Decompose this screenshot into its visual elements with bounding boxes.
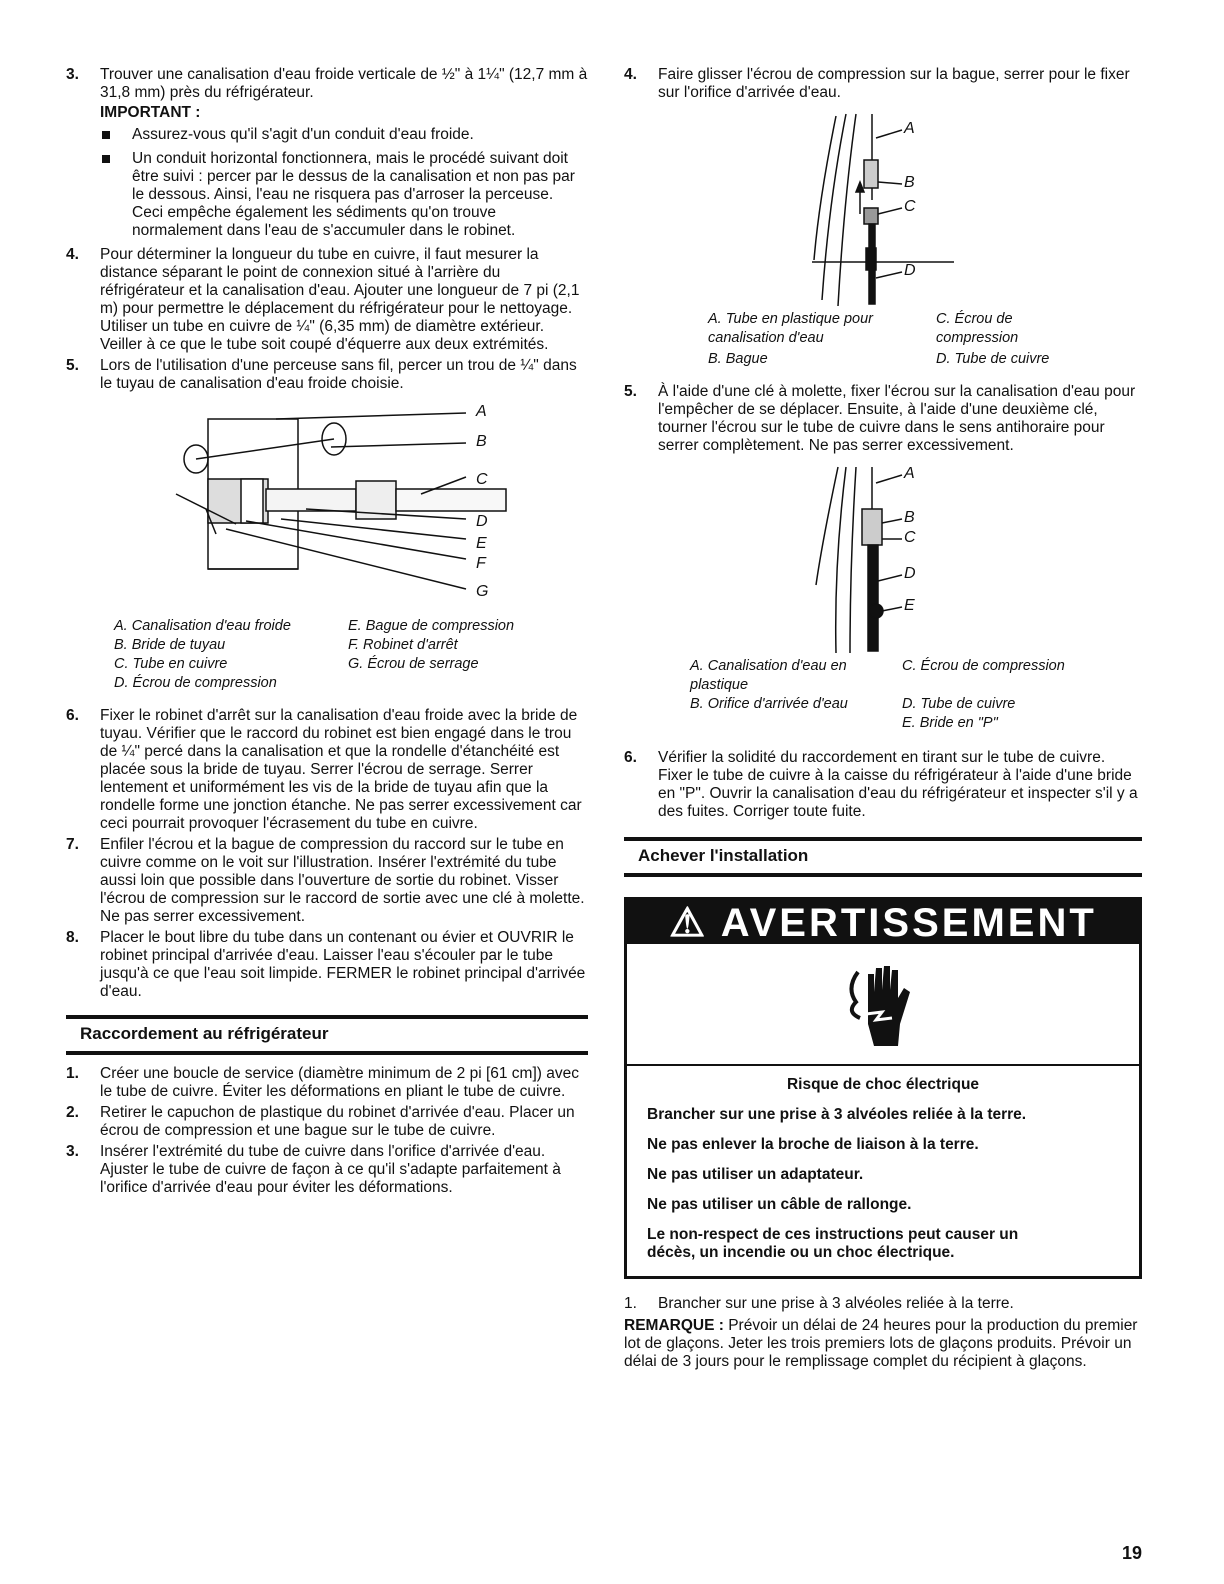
shutoff-valve-illustration [66, 399, 588, 611]
figure-letter: A [904, 465, 915, 482]
compression-nut-illustration [624, 110, 1142, 308]
legend-item: D. Tube de cuivre [902, 696, 1016, 712]
step-7: 7. Enfiler l'écrou et la bague de compression du raccord sur le tube en cuivre comme on le voit sur l'illustration. Insérer l'extrémité du tube aussi loin que possible dans l'ouverture de sortie du robinet. Visser l'écrou de compression sur le raccord de sortie avec une clé à molette. Ne pas serrer excessivement. [66, 836, 588, 926]
legend-item: F. Robinet d'arrêt [348, 637, 458, 653]
figure-letter: E [476, 535, 487, 552]
legend-item: C. Écrou de compression [936, 311, 1019, 346]
legend-item: E. Bride en "P" [902, 715, 998, 731]
figure-3-legend [624, 657, 1142, 733]
important-label: IMPORTANT : [100, 104, 201, 121]
shutoff-valve-figure [66, 399, 588, 611]
remark [624, 1317, 1142, 1371]
remark-text: Prévoir un délai de 24 heures pour la production du premier lot de glaçons. Jeter les trois premiers lots de glaçons produits. Prévoir un délai de 3 jours pour le remplissage complet du récipient à glaçons. [624, 1317, 1138, 1370]
compression-nut-figure [624, 110, 1142, 308]
figure-letter: C [904, 529, 916, 546]
right-step-4: 4. Faire glisser l'écrou de compression sur la bague, serrer pour le fixer sur l'orifice d'arrivée d'eau. [624, 66, 1142, 102]
connect-step-2-text: Retirer le capuchon de plastique du robinet d'arrivée d'eau. Placer un écrou de compression et une bague sur le tube de cuivre. [100, 1104, 575, 1139]
section-heading: Achever l'installation [624, 837, 1142, 877]
connect-step-3-text: Insérer l'extrémité du tube de cuivre dans l'orifice d'arrivée d'eau. Ajuster le tube de cuivre de façon à ce qu'il s'adapte parfaitement à l'orifice d'arrivée d'eau pour éviter les déformations. [100, 1143, 561, 1196]
electric-shock-icon [627, 944, 1139, 1066]
step-8: 8. Placer le bout libre du tube dans un contenant ou évier et OUVRIR le robinet principal d'arrivée d'eau. Laisser l'eau s'écouler par le tube jusqu'à ce que l'eau soit limpide. FERMER le robinet principal d'arrivée d'eau. [66, 929, 588, 1001]
legend-item: B. Bride de tuyau [114, 637, 226, 653]
right-step-5: 5. À l'aide d'une clé à molette, fixer l'écrou sur la canalisation d'eau pour l'empêcher de se déplacer. Ensuite, à l'aide d'une deuxième clé, tourner l'écrou sur le tube de cuivre dans le sens antihoraire pour serrer complètement. Ne pas serrer excessivement. [624, 383, 1142, 455]
figure-letter: F [476, 555, 486, 572]
warning-risk: Risque de choc électrique [786, 1076, 980, 1093]
connect-step-1: 1. Créer une boucle de service (diamètre minimum de 2 pi [61 cm]) avec le tube de cuivre. Éviter les déformations en pliant le tube de cuivre. [66, 1065, 588, 1101]
figure-letter: G [476, 583, 489, 600]
legend-item: A. Canalisation d'eau froide [114, 618, 291, 634]
step-5-text: Lors de l'utilisation d'une perceuse sans fil, percer un trou de ¼" dans le tuyau de canalisation d'eau froide choisie. [100, 357, 577, 392]
figure-letter: A [476, 403, 487, 420]
bullet-item: Assurez-vous qu'il s'agit d'un conduit d'eau froide. [100, 126, 588, 144]
legend-item: D. Tube de cuivre [936, 351, 1050, 367]
warning-box [624, 897, 1142, 1279]
warning-line: Ne pas utiliser un câble de rallonge. [647, 1196, 912, 1213]
left-column [66, 66, 588, 1200]
figure-letter: B [476, 433, 487, 450]
connect-step-1-text: Créer une boucle de service (diamètre minimum de 2 pi [61 cm]) avec le tube de cuivre. Éviter les déformations en pliant le tube de cuivre. [100, 1065, 579, 1100]
legend-item: D. Écrou de compression [114, 675, 277, 691]
legend-item: C. Écrou de compression [902, 658, 1065, 674]
section-heading: Raccordement au réfrigérateur [66, 1015, 588, 1055]
right-step-4-text: Faire glisser l'écrou de compression sur la bague, serrer pour le fixer sur l'orifice d'arrivée d'eau. [658, 66, 1130, 101]
step-4: 4. Pour déterminer la longueur du tube en cuivre, il faut mesurer la distance séparant le point de connexion situé à l'arrière du réfrigérateur et la canalisation d'eau. Ajouter une longueur de 7 pi (2,1 m) pour permettre le déplacement du réfrigérateur pour le nettoyage. Utiliser un tube en cuivre de ¼" (6,35 mm) de diamètre extérieur. Veiller à ce que le tube soit coupé d'équerre aux deux extrémités. [66, 246, 588, 354]
figure-letter: D [476, 513, 488, 530]
warning-title: ⚠ AVERTISSEMENT [627, 900, 1139, 944]
legend-item: G. Écrou de serrage [348, 656, 479, 672]
figure-1-legend [66, 617, 588, 693]
step-5: 5. Lors de l'utilisation d'une perceuse sans fil, percer un trou de ¼" dans le tuyau de canalisation d'eau froide choisie. [66, 357, 588, 393]
step-8-text: Placer le bout libre du tube dans un contenant ou évier et OUVRIR le robinet principal d'arrivée d'eau. Laisser l'eau s'écouler par le tube jusqu'à ce que l'eau soit limpide. FERMER le robinet principal d'arrivée d'eau. [100, 929, 586, 1000]
legend-item: A. Tube en plastique pour canalisation d'eau [708, 311, 873, 346]
warning-line: Ne pas enlever la broche de liaison à la terre. [647, 1136, 979, 1153]
figure-letter: E [904, 597, 915, 614]
legend-item: A. Canalisation d'eau en plastique [690, 658, 847, 693]
p-clamp-figure [624, 463, 1142, 655]
right-step-5-text: À l'aide d'une clé à molette, fixer l'écrou sur la canalisation d'eau pour l'empêcher de se déplacer. Ensuite, à l'aide d'une deuxième clé, tourner l'écrou sur le tube de cuivre dans le sens antihoraire pour serrer complètement. Ne pas serrer excessivement. [658, 383, 1136, 454]
warning-line: Ne pas utiliser un adaptateur. [647, 1166, 864, 1183]
legend-item: B. Bague [708, 351, 768, 367]
figure-2-legend [624, 310, 1142, 369]
figure-letter: B [904, 509, 915, 526]
figure-letter: B [904, 174, 915, 191]
figure-letter: D [904, 565, 916, 582]
legend-item: B. Orifice d'arrivée d'eau [690, 696, 848, 712]
right-column [624, 66, 1142, 1371]
final-step-1-text: Brancher sur une prise à 3 alvéoles reliée à la terre. [658, 1295, 1014, 1312]
right-step-6-text: Vérifier la solidité du raccordement en tirant sur le tube de cuivre. Fixer le tube de cuivre à la caisse du réfrigérateur à l'aide d'une bride en "P". Ouvrir la canalisation d'eau du réfrigérateur et inspecter s'il y a des fuites. Corriger toute fuite. [658, 749, 1138, 820]
legend-item: E. Bague de compression [348, 618, 515, 634]
right-step-6: 6. Vérifier la solidité du raccordement en tirant sur le tube de cuivre. Fixer le tube de cuivre à la caisse du réfrigérateur à l'aide d'une bride en "P". Ouvrir la canalisation d'eau du réfrigérateur et inspecter s'il y a des fuites. Corriger toute fuite. [624, 749, 1142, 821]
step-7-text: Enfiler l'écrou et la bague de compression du raccord sur le tube en cuivre comme on le voit sur l'illustration. Insérer l'extrémité du tube aussi loin que possible dans l'ouverture de sortie du robinet. Visser l'écrou de compression sur le raccord de sortie avec une clé à molette. Ne pas serrer excessivement. [100, 836, 585, 925]
page-number: 19 [1121, 1543, 1142, 1563]
figure-letter: C [904, 198, 916, 215]
step-3: 3. Trouver une canalisation d'eau froide verticale de ½" à 1¼" (12,7 mm à 31,8 mm) près du réfrigérateur. IMPORTANT : Assurez-vous qu'il s'agit d'un conduit d'eau froide. Un conduit horizontal fonctionnera, mais le procédé suivant doit être suivi : percer par le dessus de la canalisation et non pas par le dessous. Ainsi, l'eau ne risquera pas d'arroser la perceuse. Ceci empêche également les sédiments qu'on trouve normalement dans l'eau de s'accumuler dans le robinet. [66, 66, 588, 239]
step-6: 6. Fixer le robinet d'arrêt sur la canalisation d'eau froide avec la bride de tuyau. Vérifier que le raccord du robinet est bien engagé dans le trou de ¼" percé dans la canalisation et que la rondelle d'étanchéité est placée sous la bride de tuyau. Serrer l'écrou de serrage. Serrer lentement et uniformément les vis de la bride de tuyau afin que la rondelle forme une jonction étanche. Ne pas serrer excessivement car ceci pourrait provoquer l'écrasement du tube en cuivre. [66, 707, 588, 833]
warning-triangle-icon: ⚠ [669, 901, 709, 945]
warning-line: Le non-respect de ces instructions peut causer un décès, un incendie ou un choc électrique. [647, 1226, 1019, 1261]
bullet-item: Un conduit horizontal fonctionnera, mais le procédé suivant doit être suivi : percer par le dessus de la canalisation et non pas par le dessous. Ainsi, l'eau ne risquera pas d'arroser la perceuse. Ceci empêche également les sédiments qu'on trouve normalement dans l'eau de s'accumuler dans le robinet. [100, 150, 588, 240]
step-6-text: Fixer le robinet d'arrêt sur la canalisation d'eau froide avec la bride de tuyau. Vérifier que le raccord du robinet est bien engagé dans le trou de ¼" percé dans la canalisation et que la rondelle d'étanchéité est placée sous la bride de tuyau. Serrer l'écrou de serrage. Serrer lentement et uniformément les vis de la bride de tuyau afin que la rondelle forme une jonction étanche. Ne pas serrer excessivement car ceci pourrait provoquer l'écrasement du tube en cuivre. [100, 707, 582, 832]
connect-step-3: 3. Insérer l'extrémité du tube de cuivre dans l'orifice d'arrivée d'eau. Ajuster le tube de cuivre de façon à ce qu'il s'adapte parfaitement à l'orifice d'arrivée d'eau pour éviter les déformations. [66, 1143, 588, 1197]
p-clamp-illustration [624, 463, 1142, 655]
figure-letter: C [476, 471, 488, 488]
connect-step-2: 2. Retirer le capuchon de plastique du robinet d'arrivée d'eau. Placer un écrou de compression et une bague sur le tube de cuivre. [66, 1104, 588, 1140]
final-step-1: 1. Brancher sur une prise à 3 alvéoles reliée à la terre. [624, 1295, 1142, 1313]
warning-line: Brancher sur une prise à 3 alvéoles reliée à la terre. [647, 1106, 1027, 1123]
figure-letter: D [904, 262, 916, 279]
step-3-text: Trouver une canalisation d'eau froide verticale de ½" à 1¼" (12,7 mm à 31,8 mm) près du réfrigérateur. [100, 66, 588, 101]
legend-item: C. Tube en cuivre [114, 656, 228, 672]
figure-letter: A [904, 120, 915, 137]
step-4-text: Pour déterminer la longueur du tube en cuivre, il faut mesurer la distance séparant le point de connexion situé à l'arrière du réfrigérateur et la canalisation d'eau. Ajouter une longueur de 7 pi (2,1 m) pour permettre le déplacement du réfrigérateur pour le nettoyage. Utiliser un tube en cuivre de ¼" (6,35 mm) de diamètre extérieur. Veiller à ce que le tube soit coupé d'équerre aux deux extrémités. [100, 246, 580, 353]
warning-body [627, 1066, 1139, 1276]
remark-label: REMARQUE : [624, 1317, 724, 1334]
